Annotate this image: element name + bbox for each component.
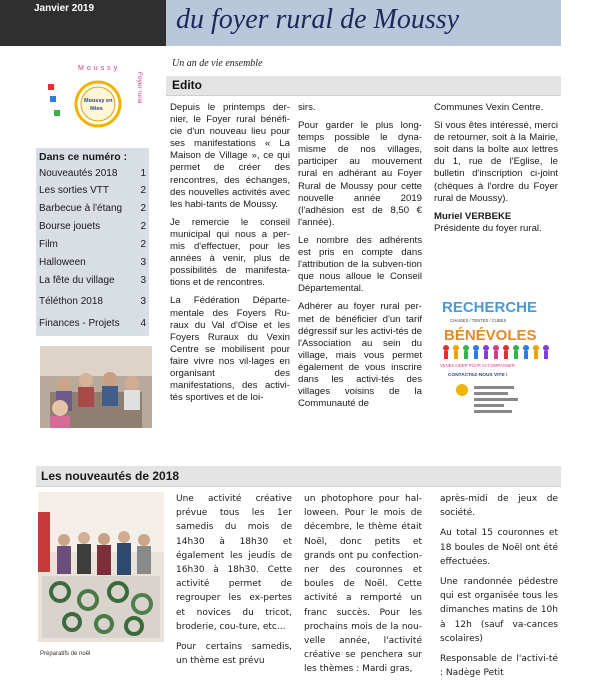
poster-small-2: VENEZ AIDER POUR ACCOMPAGNER <box>440 363 515 368</box>
table-of-contents <box>36 148 149 336</box>
toc-item-page: 3 <box>140 275 146 286</box>
edito-paragraph: sirs. <box>298 102 316 113</box>
toc-item-label: Barbecue à l'étang <box>39 203 123 214</box>
toc-item-label: Finances - Projets <box>39 318 120 329</box>
toc-item-label: Film <box>39 239 58 250</box>
toc-item-label: Nouveautés 2018 <box>39 168 118 179</box>
logo-center-line-1: Moussy en <box>84 98 113 104</box>
signature-name: Muriel VERBEKE <box>434 210 512 222</box>
edito-title: Edito <box>172 78 202 92</box>
edito-paragraph: Adhérer au foyer rural per-met de bénéficier d'un tarif dégressif sur les activi-tés de l'Association au sein du village, mais vous permet également de vous inscrire dans les activi-tés des villages voisins de la Communauté de <box>298 301 422 410</box>
nouveautes-paragraph: Responsable de l'activi-té : Nadège Petit <box>440 654 558 679</box>
edito-paragraph: Depuis le printemps der-nier, le Foyer rural bénéfi-cie d'un nouveau lieu pour ses manifestations « La Maison de Village », ce qui permet de créer des rencontres, des échanges, des nouvelles activités avec les habi-tants de Moussy. <box>170 102 290 210</box>
toc-item-label: Téléthon 2018 <box>39 296 103 307</box>
toc-item-page: 3 <box>140 257 146 268</box>
edito-paragraph: Le nombre des adhérents est pris en compte dans l'attribution de la subven-tion que nous alloue le Conseil Départemental. <box>298 234 422 295</box>
toc-item-page: 2 <box>140 221 146 232</box>
edito-header-bar <box>166 76 561 96</box>
poster-small-3: CONTACTEZ-NOUS VITE ! <box>448 373 508 378</box>
toc-item-page: 2 <box>140 203 146 214</box>
nouveautes-paragraph: Une activité créative prévue tous les 1er samedis du mois de 14h30 à 18h30 et également les jeudis de 16h30 à 18h30. Cette activité permet de regrouper les ex-pertes et novices du tricot, broderie, cou-ture, etc... <box>176 494 292 632</box>
edito-paragraph: La Fédération Départe-mentale des Foyers Ru-raux du Val d'Oise et les Foyers Ruraux du Vexin Centre se mobilisent pour faire vivre nos vil-lages en organisant des manifestations, des activi-tés sportives et de loi- <box>170 295 290 404</box>
toc-item-label: Halloween <box>39 257 86 268</box>
toc-item-page: 3 <box>140 296 146 307</box>
nouveautes-column-2 <box>304 492 422 683</box>
poster-line-1: RECHERCHE <box>442 299 538 316</box>
logo-side-text: Foyer rural <box>136 72 143 104</box>
foyer-rural-logo <box>40 58 150 142</box>
nouveautes-paragraph: Une randonnée pédestre qui est organisée tous les dimanches matins de 10h à 12h (sauf va-cances scolaires) <box>440 577 558 644</box>
edito-column-2 <box>298 102 422 416</box>
signature-role: Présidente du foyer rural. <box>434 222 542 234</box>
toc-item-label: Bourse jouets <box>39 221 101 232</box>
nouveautes-column-3 <box>440 492 558 686</box>
edito-column-1 <box>170 102 290 410</box>
nouveautes-title: Les nouveautés de 2018 <box>41 469 180 483</box>
poster-small-1: CHAISES / TENTES / CUBES <box>450 318 507 323</box>
edito-paragraph: Je remercie le conseil municipal qui nous a per-mis d'effectuer, pour les années à venir, plus de possibilités de manifesta-tions et de rencontres. <box>170 216 290 289</box>
edito-paragraph: Si vous êtes intéressé, merci de retourner, soit à la Mairie, soit dans la boîte aux lettres du 1, rue de l'Eglise, le bulletin d'inscription ci-joint (chèques à l'ordre du Foyer rural de Moussy). <box>434 120 558 204</box>
logo-arc-text: Moussy <box>78 65 121 72</box>
toc-item-page: 2 <box>140 185 146 196</box>
toc-item-label: La fête du village <box>39 275 115 286</box>
christmas-workshop-photo <box>38 492 164 642</box>
photo-caption: Préparatifs de noël <box>40 651 91 657</box>
newsletter-title: du foyer rural de Moussy <box>176 4 460 35</box>
nouveautes-paragraph: après-midi de jeux de société. <box>440 494 558 519</box>
edito-paragraph: Pour garder le plus long-temps possible le dyna-misme de nos villages, participer au mouvement rural en adhérant au Foyer Rural de Moussy pour cette nouvelle année 2019 (l'adhésion est de 8,50 € l'année). <box>298 120 422 228</box>
nouveautes-paragraph: Pour certains samedis, un thème est prévu <box>176 642 292 667</box>
foyer-logo-icon <box>456 384 468 396</box>
edito-paragraph: Communes Vexin Centre. <box>434 102 544 113</box>
recherche-benevoles-poster <box>436 292 556 424</box>
tagline: Un an de vie ensemble <box>172 58 263 69</box>
toc-title: Dans ce numéro : <box>39 151 128 163</box>
nouveautes-column-1 <box>176 492 292 674</box>
toc-item-page: 2 <box>140 239 146 250</box>
edito-column-3 <box>434 102 558 235</box>
nouveautes-paragraph: Au total 15 couronnes et 18 boules de Noël ont été effectuées. <box>440 528 558 567</box>
issue-date: Janvier 2019 <box>34 3 95 14</box>
nouveautes-paragraph: un photophore pour hal-loween. Pour le mois de décembre, le thème était Noël, donc petits et grands ont pu confection-ner des couronnes et boules de Noël. Cette activité a remporté un franc succès. Pour les prochains mois de la nou-velle année, l'activité créative se penchera sur les thèmes : Mardi gras, <box>304 494 422 675</box>
toc-item-label: Les sorties VTT <box>39 185 110 196</box>
poster-line-2: BÉNÉVOLES <box>444 327 537 344</box>
logo-center-line-2: fêtes <box>90 106 103 112</box>
toc-item-page: 1 <box>140 168 146 179</box>
toc-item-page: 4 <box>140 318 146 329</box>
group-activity-photo <box>40 346 152 428</box>
